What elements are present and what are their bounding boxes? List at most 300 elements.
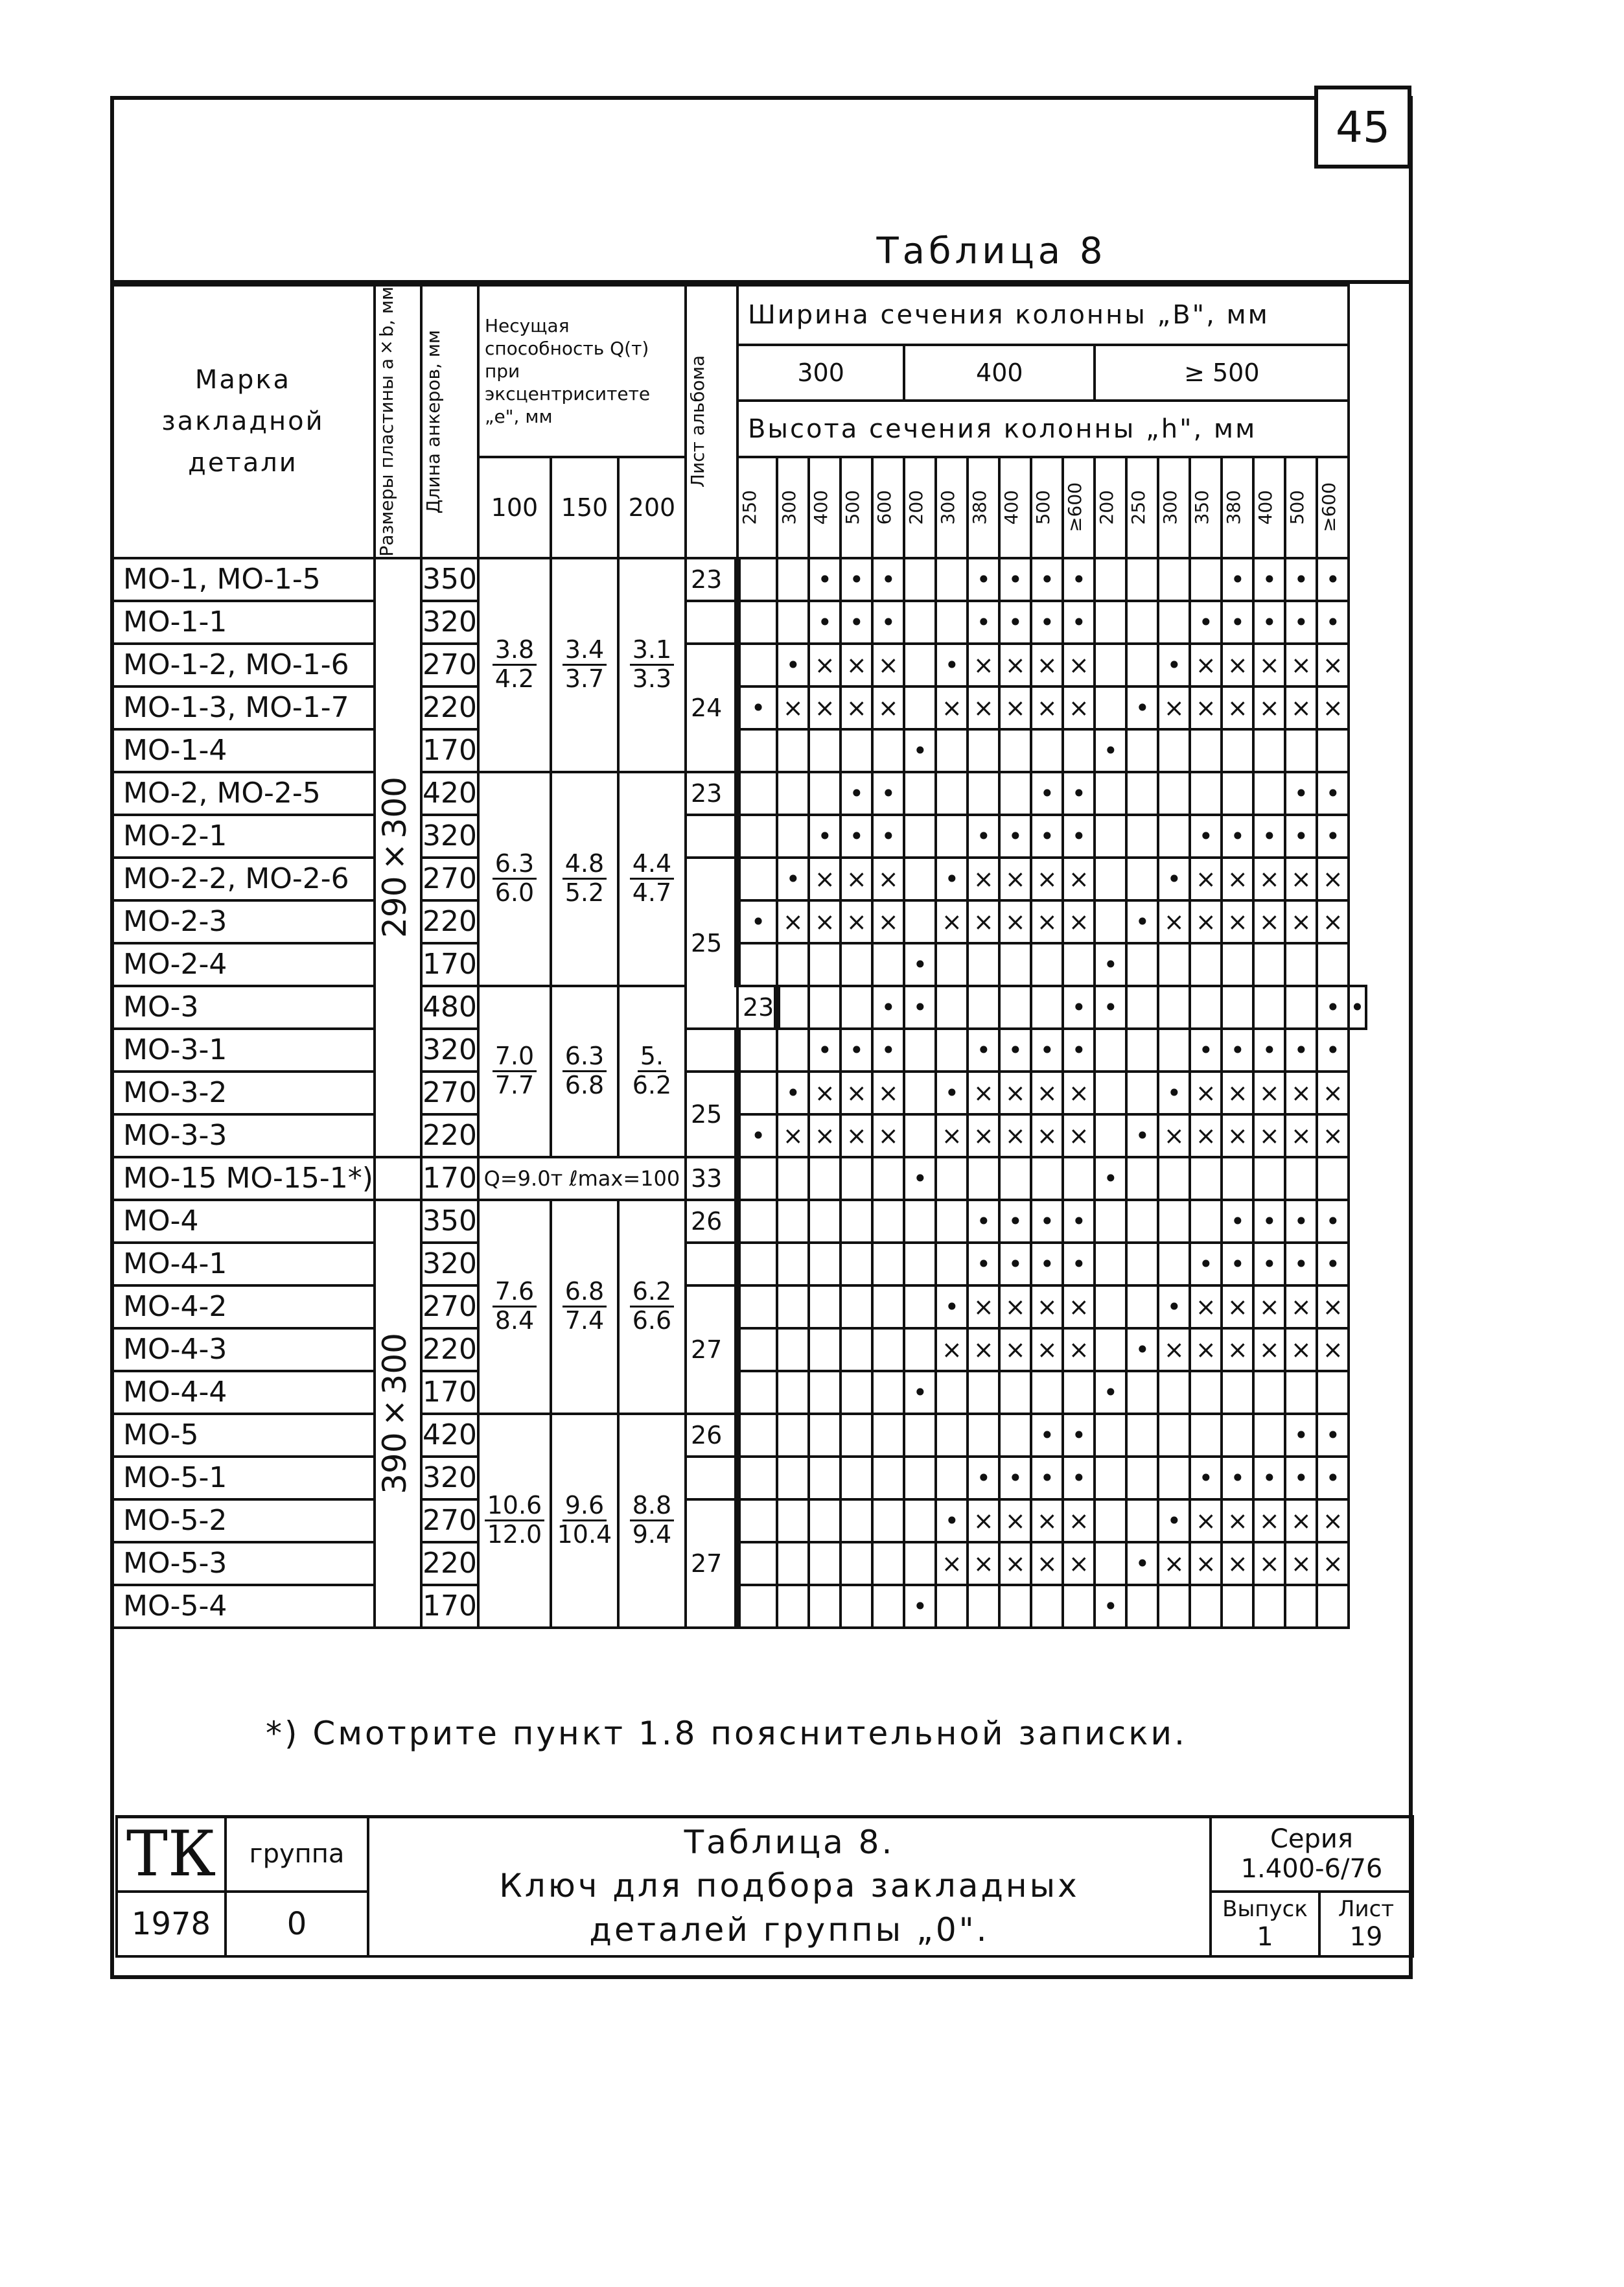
table-row: [111, 772, 1366, 815]
grid-cell: [1126, 558, 1158, 601]
header-height: Высота сечения колонны „h", мм: [737, 401, 1349, 456]
grid-cell: ×: [968, 1499, 999, 1542]
grid-cell: ×: [1158, 1114, 1190, 1157]
grid-cell: [1095, 772, 1126, 815]
grid-cell: ×: [1253, 1114, 1285, 1157]
row-mark: МО-2-2, МО-2-6: [111, 858, 375, 900]
grid-cell: •: [904, 1157, 936, 1200]
grid-cell: •: [737, 900, 777, 943]
grid-cell: [1095, 601, 1126, 644]
grid-cell: [1095, 1457, 1126, 1499]
grid-cell: [1126, 1414, 1158, 1457]
grid-cell: ×: [777, 686, 809, 729]
anchor-length: 220: [421, 1114, 478, 1157]
grid-cell: [1158, 772, 1190, 815]
grid-cell: [1253, 986, 1285, 1029]
grid-cell: •: [809, 558, 841, 601]
height-col-15: [1222, 457, 1253, 558]
grid-cell: [841, 1243, 872, 1285]
capacity-v200: [618, 1414, 686, 1628]
grid-cell: [904, 1029, 936, 1072]
capacity-denominator: 6.0: [494, 878, 535, 908]
grid-cell: [872, 1457, 904, 1499]
capacity-denominator: 6.8: [564, 1071, 605, 1100]
height-col-7: [968, 457, 999, 558]
row-mark: МО-1-2, МО-1-6: [111, 644, 375, 686]
grid-cell: ×: [1063, 1328, 1095, 1371]
grid-cell: [841, 1371, 872, 1414]
grid-cell: ×: [968, 900, 999, 943]
plate-size-cell: [375, 558, 421, 1157]
grid-cell: [841, 1285, 872, 1328]
grid-cell: •: [936, 1285, 968, 1328]
table-row: [111, 815, 1366, 858]
row-mark: МО-2-3: [111, 900, 375, 943]
grid-cell: •: [1253, 601, 1285, 644]
grid-cell: •: [999, 558, 1031, 601]
grid-cell: [737, 943, 777, 986]
grid-cell: ×: [1253, 686, 1285, 729]
stamp-issue: [1211, 1892, 1319, 1956]
grid-cell: [968, 943, 999, 986]
table-row: [111, 1328, 1366, 1371]
grid-cell: [904, 1243, 936, 1285]
grid-cell: [968, 986, 999, 1029]
grid-cell: •: [1285, 601, 1317, 644]
grid-cell: [936, 1371, 968, 1414]
height-col-label: ≥600: [1064, 482, 1086, 533]
row-mark: МО-3: [111, 986, 375, 1029]
grid-cell: [872, 1157, 904, 1200]
row-mark: МО-5-2: [111, 1499, 375, 1542]
grid-cell: •: [737, 686, 777, 729]
grid-cell: [904, 815, 936, 858]
grid-cell: ×: [872, 1114, 904, 1157]
height-col-0: [737, 457, 777, 558]
grid-cell: ×: [1031, 1285, 1063, 1328]
grid-cell: ×: [968, 1328, 999, 1371]
header-mark: Марка закладной детали: [111, 285, 375, 558]
capacity-e-100: 100: [478, 457, 551, 558]
grid-cell: [936, 601, 968, 644]
grid-cell: [737, 1542, 777, 1585]
grid-cell: •: [936, 858, 968, 900]
height-col-label: 250: [738, 489, 760, 525]
height-col-label: 500: [1032, 489, 1054, 525]
grid-cell: [1126, 986, 1158, 1029]
row-mark: МО-5-1: [111, 1457, 375, 1499]
height-col-12: [1126, 457, 1158, 558]
table-row: [111, 1200, 1366, 1243]
stamp-series-label: Серия: [1270, 1824, 1353, 1854]
height-col-16: [1253, 457, 1285, 558]
plate-size-cell: [375, 1200, 421, 1628]
grid-cell: [1158, 1243, 1190, 1285]
anchor-length: 270: [421, 1072, 478, 1114]
grid-cell: [1317, 729, 1349, 772]
grid-cell: •: [1285, 772, 1317, 815]
grid-cell: [737, 558, 777, 601]
row-mark: МО-2, МО-2-5: [111, 772, 375, 815]
capacity-denominator: 7.7: [494, 1071, 535, 1100]
grid-cell: •: [1095, 943, 1126, 986]
grid-cell: •: [872, 558, 904, 601]
grid-cell: [1285, 729, 1317, 772]
grid-cell: ×: [1190, 1542, 1222, 1585]
grid-cell: ×: [841, 900, 872, 943]
grid-cell: ×: [841, 858, 872, 900]
grid-cell: [872, 1499, 904, 1542]
plate-size-value: 290×300: [375, 777, 413, 939]
album-sheet: [686, 1457, 737, 1499]
grid-cell: [841, 1457, 872, 1499]
grid-cell: [1317, 1585, 1349, 1628]
grid-cell: [1031, 1585, 1063, 1628]
row-mark: МО-15 МО-15-1*): [111, 1157, 375, 1200]
grid-cell: ×: [1031, 644, 1063, 686]
grid-cell: •: [1253, 558, 1285, 601]
table-title: Таблица 8: [876, 230, 1107, 272]
grid-cell: ×: [1317, 1114, 1349, 1157]
capacity-v150: [551, 1414, 618, 1628]
grid-cell: ×: [1253, 900, 1285, 943]
anchor-length: 170: [421, 1157, 478, 1200]
table-row: [111, 601, 1366, 644]
grid-cell: •: [1158, 858, 1190, 900]
capacity-denominator: 5.2: [564, 878, 605, 908]
grid-cell: •: [1031, 1457, 1063, 1499]
grid-cell: [1031, 1157, 1063, 1200]
grid-cell: ×: [872, 686, 904, 729]
grid-cell: ×: [999, 1328, 1031, 1371]
footnote: *) Смотрите пункт 1.8 пояснительной записки.: [266, 1715, 1187, 1752]
album-sheet: 25: [686, 858, 737, 1029]
row-mark: МО-1-4: [111, 729, 375, 772]
row-mark: МО-5: [111, 1414, 375, 1457]
grid-cell: [1253, 943, 1285, 986]
capacity-v150: [551, 1200, 618, 1414]
grid-cell: ×: [1222, 1285, 1253, 1328]
grid-cell: [1158, 1457, 1190, 1499]
anchor-length: 420: [421, 1414, 478, 1457]
grid-cell: •: [968, 558, 999, 601]
table-row: [111, 1371, 1366, 1414]
grid-cell: •: [999, 1243, 1031, 1285]
grid-cell: [936, 1414, 968, 1457]
table-row: [111, 1457, 1366, 1499]
table-row: [111, 1542, 1366, 1585]
grid-cell: [1158, 1414, 1190, 1457]
width-group-500: ≥ 500: [1095, 345, 1349, 401]
capacity-denominator: 6.2: [632, 1071, 672, 1100]
capacity-numerator: 4.4: [630, 850, 674, 880]
grid-cell: [872, 1371, 904, 1414]
grid-cell: [1095, 558, 1126, 601]
height-col-label: 300: [778, 489, 800, 525]
row-mark: МО-5-4: [111, 1585, 375, 1628]
grid-cell: [1126, 1200, 1158, 1243]
grid-cell: •: [1126, 1542, 1158, 1585]
grid-cell: ×: [1190, 1285, 1222, 1328]
grid-cell: [1253, 1414, 1285, 1457]
grid-cell: ×: [1222, 1328, 1253, 1371]
grid-cell: ×: [1063, 1114, 1095, 1157]
grid-cell: [841, 1328, 872, 1371]
grid-cell: •: [1031, 815, 1063, 858]
stamp-group-value: 0: [226, 1892, 368, 1956]
grid-cell: ×: [1031, 686, 1063, 729]
grid-cell: ×: [1031, 1499, 1063, 1542]
grid-cell: [1222, 1371, 1253, 1414]
grid-cell: [737, 1328, 777, 1371]
grid-cell: ×: [1253, 1072, 1285, 1114]
grid-cell: [841, 1499, 872, 1542]
grid-cell: ×: [841, 644, 872, 686]
grid-cell: •: [1222, 1457, 1253, 1499]
grid-cell: [1317, 943, 1349, 986]
grid-cell: [737, 644, 777, 686]
header-plate-size-text: Размеры пластины a×b, мм: [375, 287, 397, 557]
album-sheet: 33: [686, 1157, 737, 1200]
grid-cell: •: [1158, 1072, 1190, 1114]
grid-cell: [777, 1328, 809, 1371]
height-col-8: [999, 457, 1031, 558]
grid-cell: [1222, 1157, 1253, 1200]
grid-cell: [999, 1157, 1031, 1200]
grid-cell: ×: [999, 1499, 1031, 1542]
grid-cell: •: [1222, 1200, 1253, 1243]
capacity-denominator: 8.4: [494, 1306, 535, 1335]
grid-cell: [809, 986, 841, 1029]
grid-cell: ×: [1222, 644, 1253, 686]
grid-cell: •: [841, 772, 872, 815]
grid-cell: ×: [1253, 1542, 1285, 1585]
grid-cell: [777, 729, 809, 772]
grid-cell: [904, 1457, 936, 1499]
capacity-v100: [478, 772, 551, 986]
grid-cell: [999, 1371, 1031, 1414]
grid-cell: ×: [1317, 644, 1349, 686]
height-col-label: 380: [969, 489, 991, 525]
grid-cell: ×: [968, 644, 999, 686]
grid-cell: [1031, 1371, 1063, 1414]
grid-cell: •: [872, 601, 904, 644]
grid-cell: ×: [1285, 1499, 1317, 1542]
grid-cell: [904, 858, 936, 900]
grid-cell: [1190, 1371, 1222, 1414]
capacity-denominator: 9.4: [632, 1520, 672, 1549]
grid-cell: [777, 1414, 809, 1457]
grid-cell: [904, 558, 936, 601]
grid-cell: [737, 729, 777, 772]
grid-cell: [777, 1157, 809, 1200]
grid-cell: •: [999, 601, 1031, 644]
grid-cell: •: [1285, 1243, 1317, 1285]
capacity-numerator: 6.3: [493, 850, 537, 880]
grid-cell: [936, 943, 968, 986]
grid-cell: [1095, 1200, 1126, 1243]
grid-cell: [809, 1414, 841, 1457]
row-mark: МО-5-3: [111, 1542, 375, 1585]
grid-cell: [737, 815, 777, 858]
table-row: [111, 858, 1366, 900]
grid-cell: •: [872, 986, 904, 1029]
row-mark: МО-1-3, МО-1-7: [111, 686, 375, 729]
grid-cell: [1190, 729, 1222, 772]
grid-cell: ×: [809, 900, 841, 943]
capacity-denominator: 4.7: [632, 878, 672, 908]
anchor-length: 220: [421, 686, 478, 729]
grid-cell: [841, 1542, 872, 1585]
grid-cell: ×: [1158, 1542, 1190, 1585]
grid-cell: •: [1285, 1414, 1317, 1457]
grid-cell: •: [841, 558, 872, 601]
capacity-numerator: 5.: [638, 1043, 666, 1072]
grid-cell: •: [1063, 1029, 1095, 1072]
grid-cell: •: [1063, 772, 1095, 815]
grid-cell: [809, 943, 841, 986]
grid-cell: ×: [809, 644, 841, 686]
capacity-v100: [478, 1200, 551, 1414]
grid-cell: [1253, 729, 1285, 772]
grid-cell: [1031, 943, 1063, 986]
grid-cell: [1190, 1200, 1222, 1243]
stamp-sheet-value: 19: [1349, 1922, 1383, 1952]
grid-cell: •: [904, 986, 936, 1029]
stamp-group-label: группа: [226, 1816, 368, 1892]
grid-cell: [809, 1285, 841, 1328]
anchor-length: 350: [421, 1200, 478, 1243]
grid-cell: [1126, 1371, 1158, 1414]
row-mark: МО-1-1: [111, 601, 375, 644]
anchor-length: 270: [421, 1499, 478, 1542]
grid-cell: [1126, 1585, 1158, 1628]
grid-cell: •: [904, 943, 936, 986]
grid-cell: •: [1253, 1200, 1285, 1243]
grid-cell: [968, 1414, 999, 1457]
grid-cell: ×: [999, 1114, 1031, 1157]
grid-cell: [737, 772, 777, 815]
grid-cell: •: [904, 729, 936, 772]
row-mark: МО-3-1: [111, 1029, 375, 1072]
grid-cell: [936, 1585, 968, 1628]
capacity-numerator: 7.6: [493, 1278, 537, 1308]
grid-cell: •: [1285, 1200, 1317, 1243]
grid-cell: ×: [1190, 900, 1222, 943]
grid-cell: ×: [1285, 900, 1317, 943]
grid-cell: •: [809, 815, 841, 858]
grid-cell: [737, 1499, 777, 1542]
grid-cell: [737, 1371, 777, 1414]
grid-cell: •: [1095, 1371, 1126, 1414]
grid-cell: [809, 1371, 841, 1414]
table-row: [111, 1243, 1366, 1285]
row-mark: МО-2-1: [111, 815, 375, 858]
grid-cell: [936, 558, 968, 601]
grid-cell: [904, 1328, 936, 1371]
anchor-length: 270: [421, 858, 478, 900]
height-col-label: 200: [905, 489, 927, 525]
grid-cell: [1285, 1157, 1317, 1200]
grid-cell: •: [1126, 900, 1158, 943]
grid-cell: [841, 1414, 872, 1457]
grid-cell: •: [1063, 1243, 1095, 1285]
grid-cell: ×: [1190, 858, 1222, 900]
grid-cell: [1063, 1157, 1095, 1200]
stamp-year: 1978: [117, 1892, 226, 1956]
grid-cell: •: [1317, 986, 1349, 1029]
album-sheet: 27: [686, 1285, 737, 1414]
height-col-10: [1063, 457, 1095, 558]
grid-cell: [904, 1114, 936, 1157]
grid-cell: [872, 729, 904, 772]
anchor-length: 320: [421, 815, 478, 858]
anchor-length: 170: [421, 1585, 478, 1628]
grid-cell: ×: [999, 858, 1031, 900]
stamp-series-value: 1.400-6/76: [1240, 1854, 1383, 1884]
table-row: [111, 1157, 1366, 1200]
grid-cell: •: [968, 1029, 999, 1072]
grid-cell: ×: [968, 1072, 999, 1114]
grid-cell: ×: [1253, 1328, 1285, 1371]
grid-cell: [904, 1499, 936, 1542]
grid-cell: [936, 729, 968, 772]
grid-cell: [737, 1243, 777, 1285]
grid-cell: •: [904, 1585, 936, 1628]
grid-cell: [999, 772, 1031, 815]
grid-cell: [936, 815, 968, 858]
grid-cell: •: [1285, 1029, 1317, 1072]
grid-cell: [1253, 772, 1285, 815]
grid-cell: •: [999, 1200, 1031, 1243]
grid-cell: [777, 1200, 809, 1243]
height-col-6: [936, 457, 968, 558]
grid-cell: ×: [1253, 1285, 1285, 1328]
height-col-4: [872, 457, 904, 558]
header-album-sheet: [686, 285, 737, 558]
grid-cell: [1222, 1585, 1253, 1628]
grid-cell: ×: [1222, 1072, 1253, 1114]
height-col-14: [1190, 457, 1222, 558]
grid-cell: [809, 1585, 841, 1628]
capacity-numerator: 3.8: [493, 637, 537, 666]
grid-cell: •: [1317, 815, 1349, 858]
grid-cell: [777, 815, 809, 858]
table-row: [111, 1499, 1366, 1542]
grid-cell: [904, 686, 936, 729]
grid-cell: [777, 558, 809, 601]
anchor-length: 220: [421, 1542, 478, 1585]
grid-cell: [737, 1414, 777, 1457]
album-sheet: 23: [737, 986, 777, 1029]
grid-cell: •: [1317, 1457, 1349, 1499]
grid-cell: •: [1063, 558, 1095, 601]
grid-cell: ×: [1222, 858, 1253, 900]
grid-cell: [1158, 1029, 1190, 1072]
anchor-length: 320: [421, 601, 478, 644]
grid-cell: [1158, 943, 1190, 986]
grid-cell: •: [968, 1457, 999, 1499]
grid-cell: ×: [1285, 1072, 1317, 1114]
grid-cell: ×: [1063, 1542, 1095, 1585]
grid-cell: [1253, 1371, 1285, 1414]
grid-cell: ×: [777, 900, 809, 943]
grid-cell: [809, 1328, 841, 1371]
grid-cell: [1253, 1157, 1285, 1200]
grid-cell: [1095, 686, 1126, 729]
grid-cell: [1222, 986, 1253, 1029]
grid-cell: [1126, 1285, 1158, 1328]
